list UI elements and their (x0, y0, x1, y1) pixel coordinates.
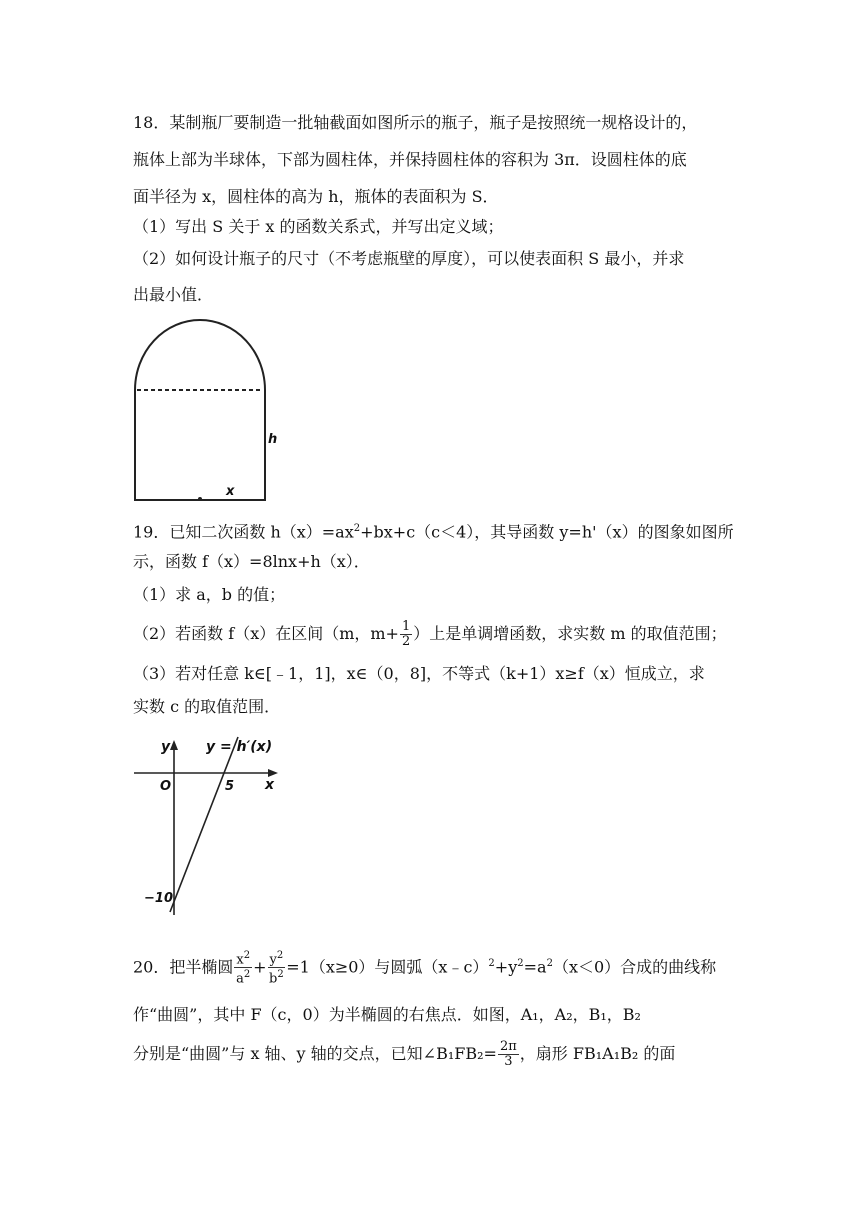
derivative-graph (130, 732, 290, 917)
q19-part-2 (133, 619, 727, 649)
q19-part-1: （1）求 a，b 的值； (133, 585, 286, 604)
sup-2: 2 (517, 958, 524, 969)
label-5: 5 (225, 779, 235, 794)
q20-line-1c: +y (494, 957, 518, 977)
fraction-2pi-3 (498, 1040, 519, 1069)
frac-y2 (268, 949, 286, 968)
frac-num: 1 (401, 619, 411, 634)
q19-part-3a: （3）若对任意 k∈[﹣1，1]，x∈（0，8]，不等式（k+1）x≥f（x）恒成立，求 (133, 664, 705, 683)
bottle-figure (128, 312, 278, 507)
label-h: h (268, 432, 278, 447)
q18-part-2b: 出最小值． (133, 285, 214, 304)
frac-b2 (268, 968, 286, 986)
y-axis-arrow (170, 740, 178, 750)
frac-den: 2 (401, 634, 411, 649)
q19-line-1 (133, 518, 734, 543)
line-h-prime (170, 737, 238, 912)
center-dot (198, 497, 202, 501)
frac-a: a (236, 971, 244, 987)
q20-line-3a: 分别是“曲圆”与 x 轴、y 轴的交点，已知∠B₁FB₂= (133, 1044, 497, 1063)
q19-part-3b: 实数 c 的取值范围． (133, 697, 281, 716)
frac-x: x (236, 952, 244, 968)
q18-line-3: 面半径为 x，圆柱体的高为 h，瓶体的表面积为 S． (133, 187, 499, 206)
q18-line-1: 18．某制瓶厂要制造一批轴截面如图所示的瓶子，瓶子是按照统一规格设计的， (133, 113, 698, 132)
frac-a-sup: 2 (243, 969, 251, 981)
q18-line-2: 瓶体上部为半球体，下部为圆柱体，并保持圆柱体的容积为 3π．设圆柱体的底 (133, 150, 687, 169)
frac-a2 (234, 968, 252, 986)
q18-part-2a: （2）如何设计瓶子的尺寸（不考虑瓶壁的厚度），可以使表面积 S 最小，并求 (133, 249, 685, 268)
frac-2pi: 2π (499, 1039, 517, 1054)
frac-b-sup: 2 (277, 969, 284, 981)
label-x: x (265, 777, 275, 793)
x-axis-arrow (268, 769, 278, 777)
frac-b: b (269, 971, 278, 987)
q20-line-3b: ，扇形 FB₁A₁B₂ 的面 (519, 1044, 676, 1063)
q20-line-1 (133, 947, 716, 987)
q20-line-1e: （x＜0）合成的曲线称 (552, 957, 717, 977)
q18-part-1: （1）写出 S 关于 x 的函数关系式，并写出定义域； (133, 217, 504, 236)
frac-3: 3 (504, 1054, 513, 1069)
q19-part-2a: （2）若函数 f（x）在区间（m，m+ (133, 624, 399, 643)
label-minus-10: −10 (144, 891, 173, 906)
q20-line-1b: =1（x≥0）与圆弧（x﹣c） (286, 957, 489, 977)
sup-3: 2 (546, 958, 553, 969)
q19-line-1a: 19．已知二次函数 h（x）=ax (133, 522, 354, 542)
sup-1: 2 (488, 958, 495, 969)
frac-x-sup: 2 (243, 950, 251, 961)
q19-sup: 2 (353, 523, 361, 534)
label-curve: y = h′(x) (206, 739, 273, 755)
fraction-one-half (400, 620, 412, 649)
label-y: y (161, 739, 171, 755)
fraction-x2-a2 (234, 949, 252, 987)
q20-line-1a: 20．把半椭圆 (133, 957, 234, 977)
q19-part-2b: ）上是单调增函数，求实数 m 的取值范围； (413, 624, 727, 643)
frac-x2 (234, 949, 252, 968)
bottle-outline (135, 320, 265, 500)
q19-line-2: 示，函数 f（x）=8lnx+h（x）． (133, 552, 370, 571)
q20-line-2: 作“曲圆”，其中 F（c，0）为半椭圆的右焦点．如图，A₁，A₂，B₁，B₂ (133, 1005, 641, 1024)
fraction-y2-b2 (268, 949, 286, 987)
frac-y-sup: 2 (276, 950, 284, 961)
q20-line-1d: =a (523, 957, 547, 977)
label-x: x (226, 484, 235, 499)
q20-line-3 (133, 1037, 675, 1071)
label-origin: O (160, 779, 172, 794)
frac-y: y (269, 952, 277, 968)
q19-line-1b: +bx+c（c＜4），其导函数 y=h'（x）的图象如图所 (360, 522, 734, 542)
plus-sign: + (253, 957, 267, 977)
